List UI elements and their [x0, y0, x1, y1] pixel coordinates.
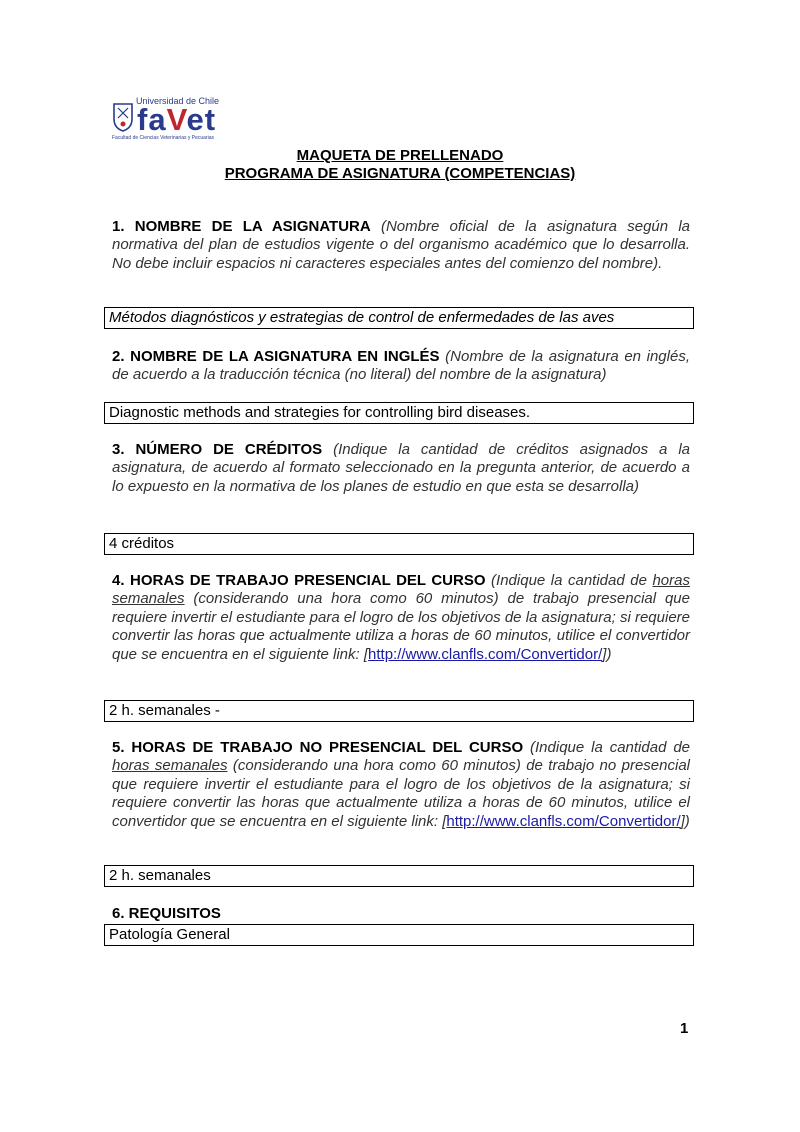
section-4-converter-link[interactable]: http://www.clanfls.com/Convertidor/ [368, 645, 603, 663]
university-shield-icon [112, 102, 134, 132]
section-2-heading: 2. NOMBRE DE LA ASIGNATURA EN INGLÉS [112, 348, 440, 365]
answer-field-credits[interactable]: 4 créditos [104, 533, 694, 555]
favet-logo [110, 94, 230, 144]
document-title-line1: MAQUETA DE PRELLENADO [296, 147, 504, 164]
section-1-prompt: 1. NOMBRE DE LA ASIGNATURA (Nombre oficial de la asignatura según la normativa del plan de estudios vigente o del organismo académico que lo desarrolla. No debe incluir espacios ni caracteres especiales antes del comienzo del nombre). [112, 218, 691, 272]
section-4-prompt: 4. HORAS DE TRABAJO PRESENCIAL DEL CURSO (Indique la cantidad de horas semanales (considerando una hora como 60 minutos) de trabajo presencial que requiere invertir el estudiante para el logro de los objetivos de la asignatura; si requiere convertir las horas que actualmente utiliza a horas de 60 minutos, utilice el convertidor que se encuentra en el siguiente link: [http://www.clanfls.com/Convertidor/]) [112, 572, 690, 663]
section-3-prompt [112, 441, 690, 496]
section-5-converter-link[interactable]: http://www.clanfls.com/Convertidor/ [446, 812, 681, 830]
section-4-hours-emphasis: horas semanales [112, 572, 690, 608]
answer-field-contact-hours[interactable]: 2 h. semanales - [104, 700, 694, 722]
section-2-description: Nombre de la asignatura en inglés, de acuerdo a la traducción técnica (no literal) del nombre de la asignatura) [112, 348, 690, 384]
answer-field-non-contact-hours[interactable]: 2 h. semanales [104, 865, 694, 887]
section-2-prompt: 2. NOMBRE DE LA ASIGNATURA EN INGLÉS (Nombre de la asignatura en inglés, de acuerdo a la traducción técnica (no literal) del nombre de la asignatura) [112, 348, 690, 384]
section-3-description: (Indique la cantidad de créditos asignados a la asignatura, de acuerdo al formato seleccionado en la pregunta anterior, de acuerdo a lo expuesto en la normativa de los planes de estudio en que esta se desarrolla) [112, 441, 690, 495]
brand-wordmark: faVet [137, 102, 217, 137]
section-1-heading: 1. NOMBRE DE LA ASIGNATURA [112, 218, 371, 235]
faculty-name: Facultad de Ciencias Veterinarias y Pecuarias [112, 135, 214, 141]
university-name: Universidad de Chile [136, 96, 220, 106]
document-title-line2: PROGRAMA DE ASIGNATURA (COMPETENCIAS) [224, 165, 576, 182]
section-3-heading: 3. NÚMERO DE CRÉDITOS [112, 441, 323, 458]
section-1-description: Nombre oficial de la asignatura según la normativa del plan de estudios vigente o del organismo académico que lo desarrolla. No debe incluir espacios ni caracteres especiales antes del comienzo del nombre). [112, 218, 691, 272]
answer-field-requirements[interactable]: Patología General [104, 924, 694, 946]
section-5-heading: 5. HORAS DE TRABAJO NO PRESENCIAL DEL CURSO [112, 739, 524, 756]
answer-field-course-name[interactable]: Métodos diagnósticos y estrategias de control de enfermedades de las aves [104, 307, 694, 329]
answer-field-course-name-english[interactable]: Diagnostic methods and strategies for controlling bird diseases. [104, 402, 694, 424]
section-5-hours-emphasis: horas semanales [112, 757, 228, 775]
section-6-heading: 6. REQUISITOS [112, 905, 221, 922]
page-number: 1 [680, 1020, 689, 1037]
section-4-heading: 4. HORAS DE TRABAJO PRESENCIAL DEL CURSO [112, 572, 486, 589]
section-5-prompt: 5. HORAS DE TRABAJO NO PRESENCIAL DEL CURSO (Indique la cantidad de horas semanales (considerando una hora como 60 minutos) de trabajo no presencial que requiere invertir el estudiante para el logro de los objetivos de la asignatura; si requiere convertir las horas que actualmente utiliza a horas de 60 minutos, utilice el convertidor que se encuentra en el siguiente link: [http://www.clanfls.com/Convertidor/]) [112, 739, 690, 830]
